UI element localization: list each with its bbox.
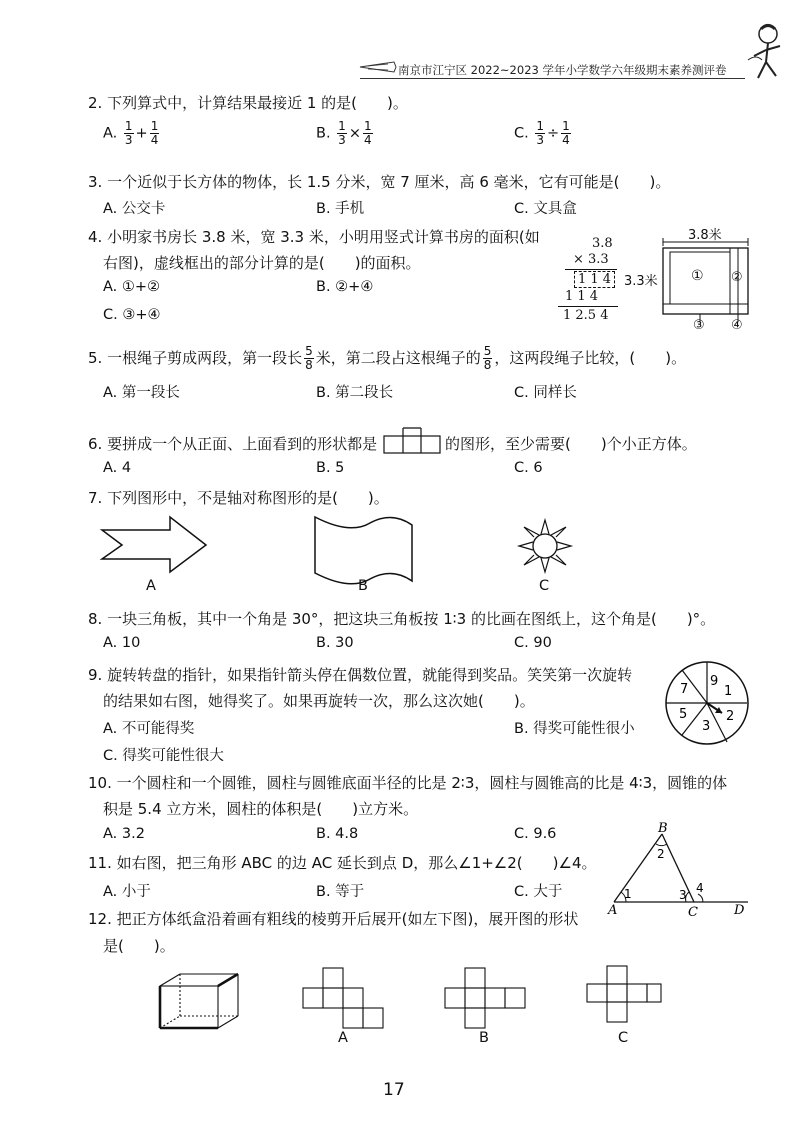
wheel-7: 7 — [680, 682, 689, 697]
q8-option-a[interactable]: A. 10 — [103, 635, 141, 651]
q4-calc-row3: 1 1 4 — [574, 271, 615, 288]
q5-stem-part3: ，这两段绳子比较，( )。 — [494, 349, 687, 367]
header-title: 南京市江宁区 2022~2023 学年小学数学六年级期末素养测评卷 — [398, 63, 727, 77]
angle-1: 1 — [624, 887, 632, 901]
pt-B: B — [658, 821, 668, 836]
q4-calc-row5: 1 2.5 4 — [563, 308, 609, 323]
q2-a-frac2: $\frac{1}{4}$ — [150, 119, 159, 147]
header-pencil-icon — [358, 60, 398, 74]
mascot-figure-icon — [742, 20, 792, 82]
page-number: 17 — [383, 1080, 405, 1100]
q5-option-a[interactable]: A. 第一段长 — [103, 385, 180, 401]
q5-option-b[interactable]: B. 第二段长 — [316, 385, 394, 401]
q12-stem-line2: 是( )。 — [103, 937, 175, 955]
q5-stem-part2: 米，第二段占这根绳子的 — [315, 349, 481, 367]
q6-stem-part1: 6. 要拼成一个从正面、上面看到的形状都是 — [88, 435, 378, 453]
q6-option-c[interactable]: C. 6 — [514, 460, 543, 476]
q2-option-c[interactable] — [514, 120, 573, 147]
q6-option-b[interactable]: B. 5 — [316, 460, 345, 476]
q5-frac2: $\frac{5}{8}$ — [483, 344, 492, 372]
q2-b-op: × — [348, 125, 361, 142]
q2-a-op: + — [135, 125, 148, 142]
q4-rect-region-4: ④ — [731, 318, 743, 333]
q4-stem-line2: 右图)，虚线框出的部分计算的是( )的面积。 — [103, 254, 421, 272]
q12-option-c[interactable]: C — [618, 1030, 629, 1046]
q8-option-c[interactable]: C. 90 — [514, 635, 552, 651]
pt-D: D — [734, 903, 745, 918]
q7-wave-shape[interactable] — [310, 513, 420, 583]
q4-option-a[interactable]: A. ①+② — [103, 279, 161, 295]
q6-option-a[interactable]: A. 4 — [103, 460, 132, 476]
q11-option-a[interactable]: A. 小于 — [103, 884, 151, 900]
q7-option-b[interactable]: B — [358, 578, 368, 594]
q11-stem: 11. 如右图，把三角形 ABC 的边 AC 延长到点 D，那么∠1+∠2( )∠4。 — [88, 854, 597, 872]
q2-c-frac1: $\frac{1}{3}$ — [536, 119, 544, 147]
q4-calc-row2: × 3.3 — [573, 252, 609, 267]
q12-option-a[interactable]: A — [338, 1030, 348, 1046]
q2-stem: 2. 下列算式中，计算结果最接近 1 的是( )。 — [88, 94, 408, 112]
q4-calc-line2 — [558, 306, 618, 307]
q7-option-c[interactable]: C — [539, 578, 550, 594]
q12-net-b[interactable] — [442, 966, 532, 1028]
q3-option-a[interactable]: A. 公交卡 — [103, 201, 166, 217]
q6-shape-figure — [383, 427, 443, 455]
q12-net-c[interactable] — [584, 962, 674, 1028]
q11-triangle-diagram — [606, 821, 756, 920]
q4-room-diagram — [660, 236, 760, 336]
q7-option-a[interactable]: A — [146, 578, 156, 594]
q7-arrow-shape[interactable] — [100, 515, 210, 575]
wheel-3: 3 — [702, 719, 711, 734]
q3-option-c[interactable]: C. 文具盒 — [514, 201, 577, 217]
q10-option-a[interactable]: A. 3.2 — [103, 826, 145, 842]
wheel-2: 2 — [726, 709, 735, 724]
q7-stem: 7. 下列图形中，不是轴对称图形的是( )。 — [88, 489, 389, 507]
q2-option-a[interactable] — [103, 120, 161, 147]
q10-option-c[interactable]: C. 9.6 — [514, 826, 557, 842]
q4-calc-row1: 3.8 — [592, 236, 613, 251]
q4-option-b[interactable]: B. ②+④ — [316, 279, 374, 295]
q9-option-c[interactable]: C. 得奖可能性很大 — [103, 748, 224, 764]
q2-c-label: C. — [514, 125, 529, 142]
q3-option-b[interactable]: B. 手机 — [316, 201, 365, 217]
q9-stem-line2: 的结果如右图，她得奖了。如果再旋转一次，那么这次她( )。 — [103, 692, 535, 710]
q8-stem: 8. 一块三角板，其中一个角是 30°，把这块三角板按 1∶3 的比画在图纸上，这个角是( )°。 — [88, 610, 716, 628]
wheel-1: 1 — [724, 684, 733, 699]
q9-stem-line1: 9. 旋转转盘的指针，如果指针箭头停在偶数位置，就能得到奖品。笑笑第一次旋转 — [88, 666, 633, 684]
angle-4: 4 — [696, 881, 704, 895]
q4-calc-line1 — [565, 269, 617, 270]
q4-rect-region-1: ① — [691, 268, 704, 284]
q2-c-op: ÷ — [546, 125, 560, 142]
q4-rect-region-3: ③ — [693, 318, 705, 333]
angle-3: 3 — [679, 888, 687, 902]
q12-option-b[interactable]: B — [479, 1030, 489, 1046]
q4-rect-region-2: ② — [731, 270, 743, 285]
q11-option-b[interactable]: B. 等于 — [316, 884, 365, 900]
q2-c-frac2: $\frac{1}{4}$ — [562, 119, 570, 147]
q9-spinner-wheel — [662, 658, 752, 748]
q10-stem-line2: 积是 5.4 立方米，圆柱的体积是( )立方米。 — [103, 800, 419, 818]
q11-option-c[interactable]: C. 大于 — [514, 884, 563, 900]
header-rule — [360, 78, 745, 79]
q2-a-label: A. — [103, 125, 118, 142]
wheel-9: 9 — [710, 674, 719, 689]
q2-b-label: B. — [316, 125, 331, 142]
q10-stem-line1: 10. 一个圆柱和一个圆锥，圆柱与圆锥底面半径的比是 2∶3，圆柱与圆锥高的比是 4∶3，圆锥的体 — [88, 774, 728, 792]
q4-rect-left-label: 3.3米 — [624, 274, 658, 289]
q2-a-frac1: $\frac{1}{3}$ — [124, 119, 133, 147]
q4-calc-row4: 1 1 4 — [565, 289, 599, 304]
pt-C: C — [688, 905, 698, 920]
q9-option-b[interactable]: B. 得奖可能性很小 — [514, 721, 635, 737]
q5-stem — [88, 345, 686, 372]
q4-option-c[interactable]: C. ③+④ — [103, 307, 161, 323]
q9-option-a[interactable]: A. 不可能得奖 — [103, 721, 195, 737]
q5-option-c[interactable]: C. 同样长 — [514, 385, 577, 401]
wheel-5: 5 — [679, 707, 688, 722]
q5-frac1: $\frac{5}{8}$ — [305, 344, 313, 372]
pt-A: A — [608, 903, 618, 918]
q12-cube-figure — [155, 970, 245, 1032]
q2-option-b[interactable] — [316, 120, 375, 147]
q2-b-frac2: $\frac{1}{4}$ — [363, 119, 372, 147]
q5-stem-part1: 5. 一根绳子剪成两段，第一段长 — [88, 349, 303, 367]
q3-stem: 3. 一个近似于长方体的物体，长 1.5 分米，宽 7 厘米，高 6 毫米，它有可能是( )。 — [88, 173, 671, 191]
q10-option-b[interactable]: B. 4.8 — [316, 826, 359, 842]
q2-b-frac1: $\frac{1}{3}$ — [338, 119, 346, 147]
q12-stem-line1: 12. 把正方体纸盒沿着画有粗线的棱剪开后展开(如左下图)，展开图的形状 — [88, 910, 579, 928]
q12-net-a[interactable] — [300, 966, 390, 1028]
q8-option-b[interactable]: B. 30 — [316, 635, 354, 651]
angle-2: 2 — [657, 847, 665, 861]
q7-sun-shape[interactable] — [510, 515, 580, 577]
q6-stem-part2: 的图形，至少需要( )个小正方体。 — [445, 435, 697, 453]
q4-rect-top-label: 3.8米 — [688, 228, 722, 243]
q4-stem-line1: 4. 小明家书房长 3.8 米，宽 3.3 米，小明用竖式计算书房的面积(如 — [88, 228, 540, 246]
